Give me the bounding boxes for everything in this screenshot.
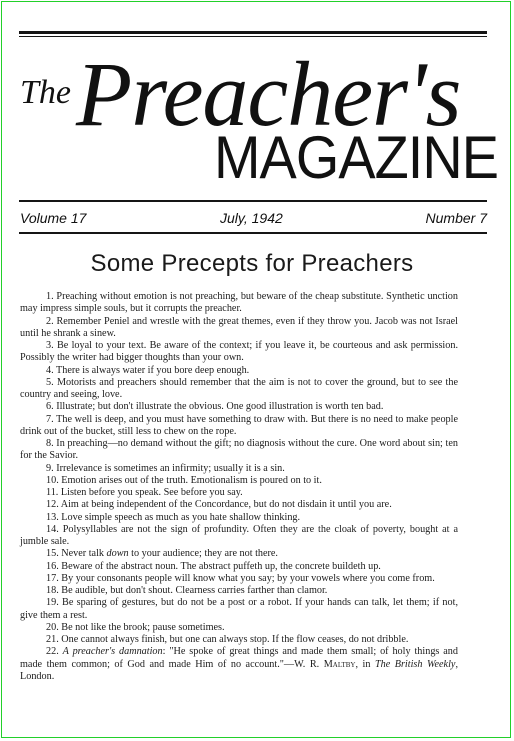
precept: 16. Beware of the abstract noun. The abstract puffeth up, the concrete buildeth up. <box>46 560 381 572</box>
precept: 1. Preaching without emotion is not preaching, but beware of the cheap substitute. Synthetic unction may impress simple souls, but it corrupts the preacher. <box>20 291 458 315</box>
issue-date: July, 1942 <box>220 210 283 226</box>
masthead-the: The <box>20 74 71 111</box>
precept-15-emphasis: down <box>106 548 129 560</box>
precept: 21. One cannot always finish, but one can always stop. If the flow ceases, do not dribble. <box>46 634 409 645</box>
precept: 8. In preaching—no demand without the gift; no diagnosis without the cure. One word about sin; ten for the Savior. <box>20 438 458 462</box>
article-title: Some Precepts for Preachers <box>90 250 414 277</box>
precept: 4. There is always water if you bore deep enough. <box>46 364 250 376</box>
precept: 10. Emotion arises out of the truth. Emotionalism is poured on to it. <box>46 474 322 486</box>
precept-22-number: 22. <box>46 646 63 658</box>
precept: 18. Be audible, but don't shout. Clearness carries farther than clamor. <box>46 585 328 596</box>
precept-22-in: , in <box>355 658 375 670</box>
precept-22-author: Maltby <box>323 658 356 670</box>
precept: 2. Remember Peniel and wrestle with the great themes, even if they throw you. Jacob was not Israel until he shrank a sinew. <box>20 315 458 339</box>
precept-15 <box>20 548 458 560</box>
top-rule <box>19 31 487 34</box>
article-body <box>20 291 458 683</box>
precept: 9. Irrelevance is sometimes an infirmity; usually it is a sin. <box>46 462 285 474</box>
issue-volume: Volume 17 <box>20 210 87 226</box>
precept: 20. Be not like the brook; pause sometimes. <box>46 621 225 633</box>
precept-15-post: to your audience; they are not there. <box>128 548 278 560</box>
precept-22 <box>20 646 458 683</box>
issue-line <box>20 210 487 230</box>
precept: 17. By your consonants people will know what you say; by your vowels where you come from. <box>46 572 435 584</box>
precept: 3. Be loyal to your text. Be aware of the context; if you leave it, be courteous and ask permission. Possibly the writer had bigger thoughts than your own. <box>20 340 458 364</box>
precept: 7. The well is deep, and you must have something to draw with. But there is no need to make people drink out of the bucket, still less to chew on the rope. <box>20 413 458 437</box>
precept-22-source: The British Weekly <box>374 658 456 670</box>
top-rule-thin <box>19 36 487 37</box>
masthead <box>18 40 498 191</box>
precept-15-pre: 15. Never talk <box>46 548 107 560</box>
precept: 13. Love simple speech as much as you hate shallow thinking. <box>46 511 301 523</box>
issue-rule-top <box>19 200 487 202</box>
precept: 12. Aim at being independent of the Concordance, but do not disdain it until you are. <box>46 499 392 511</box>
precept-22-quote: : "He spoke of great things and made them small; of holy things and made them common; of God and made Him of no account."—W. R. <box>20 646 458 670</box>
masthead-magazine: MAGAZINE <box>214 124 498 191</box>
precept: 6. Illustrate; but don't illustrate the obvious. One good illustration is worth ten bad. <box>46 401 384 413</box>
precept-22-end: , London. <box>20 658 458 682</box>
precept-22-heading: A preacher's damnation <box>62 646 163 658</box>
masthead-preachers: Preacher's <box>76 43 461 145</box>
precept: 11. Listen before you speak. See before you say. <box>46 487 243 498</box>
precept: 5. Motorists and preachers should remember that the aim is not to cover the ground, but to see the country and seeing, love. <box>20 376 458 400</box>
precept: 14. Polysyllables are not the sign of profundity. Often they are the cloak of poverty, bought at a jumble sale. <box>20 523 458 547</box>
issue-number: Number 7 <box>425 210 487 226</box>
issue-rule-bottom <box>19 232 487 234</box>
precept: 19. Be sparing of gestures, but do not be a post or a robot. If your hands can talk, let them; if not, give them a rest. <box>20 597 458 621</box>
